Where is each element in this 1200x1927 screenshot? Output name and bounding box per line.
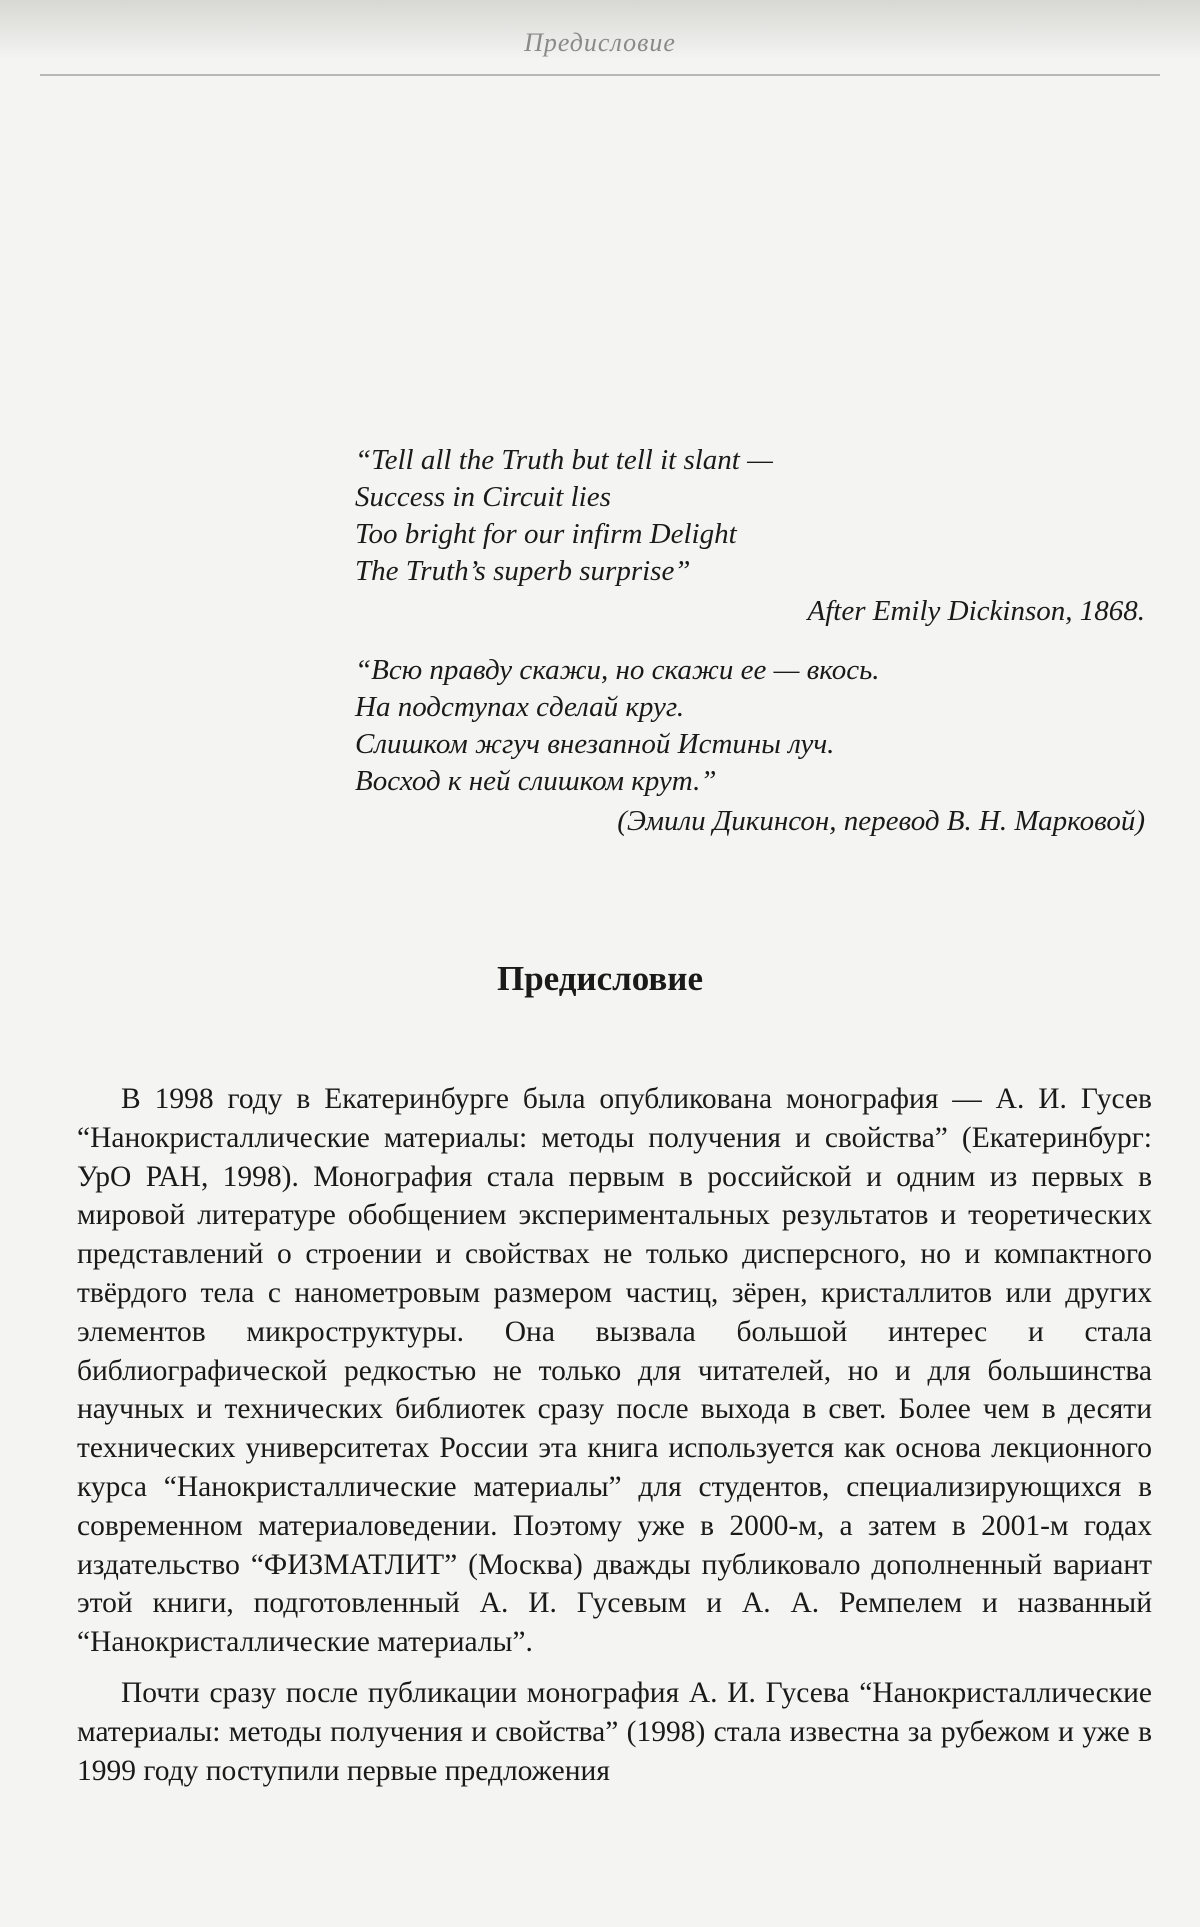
epigraph-line: На подступах сделай круг. xyxy=(355,691,685,723)
epigraph-english xyxy=(355,442,1145,630)
epigraph-line: Слишком жгуч внезапной Истины луч. xyxy=(355,728,835,760)
body-text xyxy=(77,1080,1152,1802)
epigraph-attribution: (Эмили Дикинсон, перевод В. Н. Марковой) xyxy=(617,805,1145,837)
epigraph-russian xyxy=(355,652,1145,840)
section-title: Предисловие xyxy=(496,959,704,999)
epigraph-line: Восход к ней слишком крут.” xyxy=(355,765,717,797)
paragraph: В 1998 году в Екатеринбурге была опубликована монография — А. И. Гусев “Нанокристаллические материалы: методы получения и свойства” (Екатеринбург: УрО РАН, 1998). Монография стала первым в российской и одним из первых в мировой литературе обобщением экспериментальных результатов и теоретических представлений о строении и свойствах не только дисперсного, но и компактного твёрдого тела с нанометровым размером частиц, зёрен, кристаллитов или других элементов микроструктуры. Она вызвала большой интерес и стала библиографической редкостью не только для читателей, но и для большинства научных и технических библиотек сразу после выхода в свет. Более чем в десяти технических университетах России эта книга используется как основа лекционного курса “Нанокристаллические материалы” для студентов, специализирующихся в современном материаловедении. Поэтому уже в 2000-м, а затем в 2001-м годах издательство “ФИЗМАТЛИТ” (Москва) дважды публиковало дополненный вариант этой книги, подготовленный А. И. Гусевым и А. А. Ремпелем и названный “Нанокристаллические материалы”. xyxy=(77,1083,1152,1659)
running-header: Предисловие xyxy=(524,28,676,57)
header-rule xyxy=(40,74,1160,76)
paragraph: Почти сразу после публикации монография А. И. Гусева “Нанокристаллические материалы: методы получения и свойства” (1998) стала известна за рубежом и уже в 1999 году поступили первые предложения xyxy=(77,1676,1152,1787)
epigraph-line: “Tell all the Truth but tell it slant — xyxy=(355,444,773,476)
epigraph-attribution: After Emily Dickinson, 1868. xyxy=(807,595,1145,627)
epigraph-line: The Truth’s superb surprise” xyxy=(355,555,691,587)
epigraph-line: Too bright for our infirm Delight xyxy=(355,518,737,550)
epigraph-line: Success in Circuit lies xyxy=(355,481,611,513)
epigraph-line: “Всю правду скажи, но скажи ее — вкось. xyxy=(355,654,880,686)
